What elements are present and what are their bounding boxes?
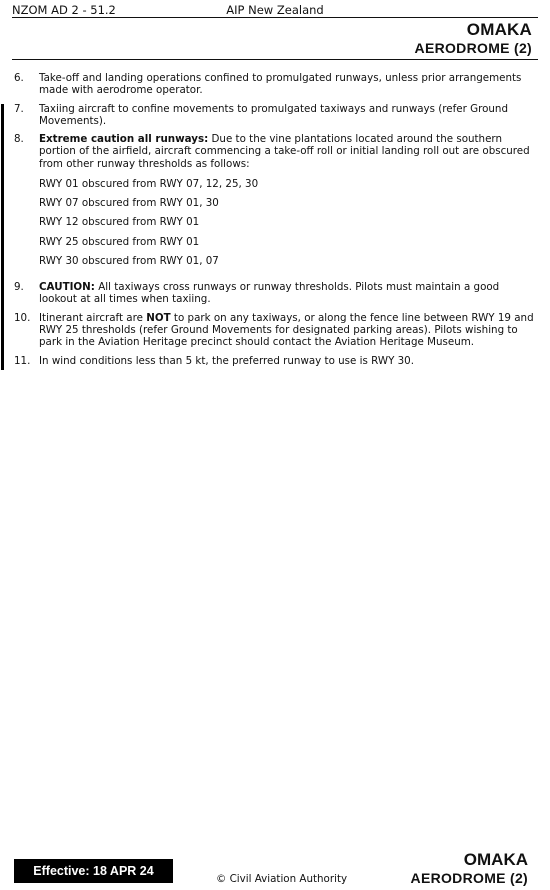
aerodrome-notes [14, 72, 534, 373]
note-item-6 [14, 72, 534, 97]
note-number: 11. [14, 354, 31, 367]
header-doc-ref: NZOM AD 2 - 51.2 [12, 3, 116, 17]
header-bottom-rule [12, 59, 538, 60]
note-number: 6. [14, 72, 24, 84]
list-item: RWY 25 obscured from RWY 01 [39, 235, 200, 248]
note-text: to park on any taxiways, or along the fence line between RWY 19 and RWY 25 thresholds (refer Ground Movements for designated parking areas). Pilots wishing to park in the Aviation Heritage precinct should contact the Aviation Heritage Museum. [39, 311, 534, 349]
list-item: RWY 01 obscured from RWY 07, 12, 25, 30 [39, 178, 259, 191]
note-item-8 [14, 133, 534, 274]
note-item-9 [14, 281, 534, 306]
note-number: 9. [14, 281, 24, 294]
note-emphasis: NOT [146, 311, 171, 324]
header-rule [12, 17, 538, 18]
footer-aerodrome-title: OMAKA [463, 850, 528, 869]
footer-section-title: AERODROME (2) [410, 870, 528, 886]
note-text-lead: Itinerant aircraft are [39, 311, 147, 324]
note-item-7 [14, 103, 534, 128]
note-number: 8. [14, 133, 24, 146]
note-text: Take-off and landing operations confined to promulgated runways, unless prior arrangements made with aerodrome operator. [39, 72, 522, 97]
note-text: Due to the vine plantations located around the southern portion of the airfield, aircraft commencing a take-off roll or initial landing roll out are obscured from other runway thresholds as follows: [39, 133, 530, 170]
notes-list [14, 72, 534, 367]
note-text: Taxiing aircraft to confine movements to promulgated taxiways and runways (refer Ground Movements). [39, 102, 508, 127]
note-text: In wind conditions less than 5 kt, the preferred runway to use is RWY 30. [39, 354, 415, 367]
header-publication: AIP New Zealand [226, 3, 324, 17]
list-item: RWY 30 obscured from RWY 01, 07 [39, 254, 219, 267]
header-section-title: AERODROME (2) [414, 40, 532, 56]
list-item: RWY 07 obscured from RWY 01, 30 [39, 197, 219, 210]
list-item: RWY 12 obscured from RWY 01 [39, 216, 200, 229]
amendment-change-bar [1, 104, 4, 370]
copyright-notice: © Civil Aviation Authority [216, 873, 348, 885]
note-item-10 [14, 312, 534, 349]
obscured-runways-list [39, 178, 534, 274]
note-text: All taxiways cross runways or runway thresholds. Pilots must maintain a good lookout at all times when taxiing. [39, 281, 500, 306]
header-aerodrome-title: OMAKA [466, 20, 532, 39]
note-number: 10. [14, 311, 31, 324]
effective-date-badge: Effective: 18 APR 24 [14, 859, 173, 883]
note-item-11 [14, 355, 534, 367]
note-number: 7. [14, 102, 24, 115]
note-emphasis: Extreme caution all runways: [39, 133, 209, 146]
note-emphasis: CAUTION: [39, 281, 95, 294]
